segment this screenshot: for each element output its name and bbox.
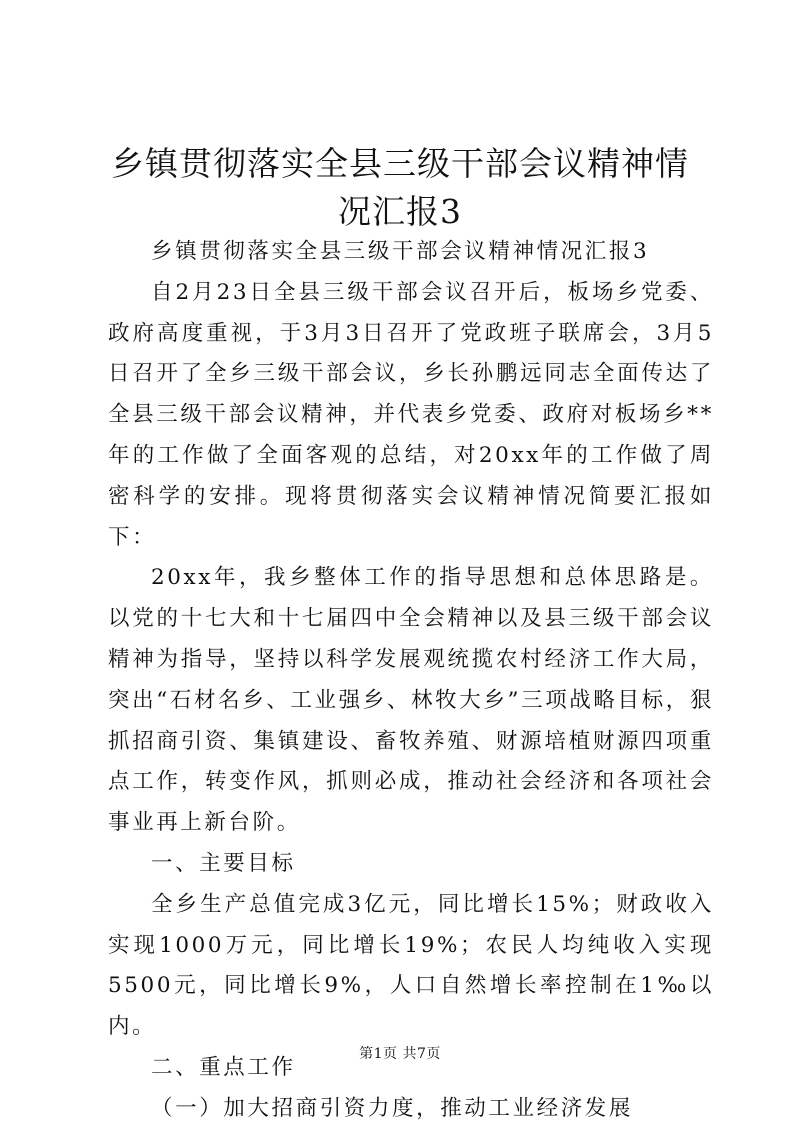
main-goals-paragraph: 全乡生产总值完成3亿元，同比增长15%；财政收入实现1000万元，同比增长19%；农民人均纯收入实现5500元，同比增长9%，人口自然增长率控制在1‰以内。: [108, 891, 714, 1040]
intro-paragraph: 自2月23日全县三级干部会议召开后，板场乡党委、政府高度重视，于3月3日召开了党政班子联席会，3月5日召开了全乡三级干部会议，乡长孙鹏远同志全面传达了全县三级干部会议精神，并代表乡党委、政府对板场乡**年的工作做了全面客观的总结，对20xx年的工作做了周密科学的安排。现将贯彻落实会议精神情况简要汇报如下：: [108, 279, 714, 550]
document-title: 乡镇贯彻落实全县三级干部会议精神情况汇报3: [111, 144, 689, 231]
subsection-heading-investment: （一）加大招商引资力度，推动工业经济发展: [151, 1095, 634, 1121]
guiding-thought-paragraph: 20xx年，我乡整体工作的指导思想和总体思路是。以党的十七大和十七届四中全会精神以及县三级干部会议精神为指导，坚持以科学发展观统揽农村经济工作大局，突出“石材名乡、工业强乡、林牧大乡”三项战略目标，狠抓招商引资、集镇建设、畜牧养殖、财源培植财源四项重点工作，转变作风，抓则必成，推动社会经济和各项社会事业再上新台阶。: [108, 565, 714, 836]
page-number-footer: 第1页 共7页: [359, 1046, 441, 1062]
repeated-title-paragraph: 乡镇贯彻落实全县三级干部会议精神情况汇报3: [151, 239, 650, 264]
section-heading-key-work: 二、重点工作: [151, 1054, 296, 1080]
document-body: [108, 232, 714, 1130]
section-heading-main-goals: 一、主要目标: [151, 850, 296, 876]
